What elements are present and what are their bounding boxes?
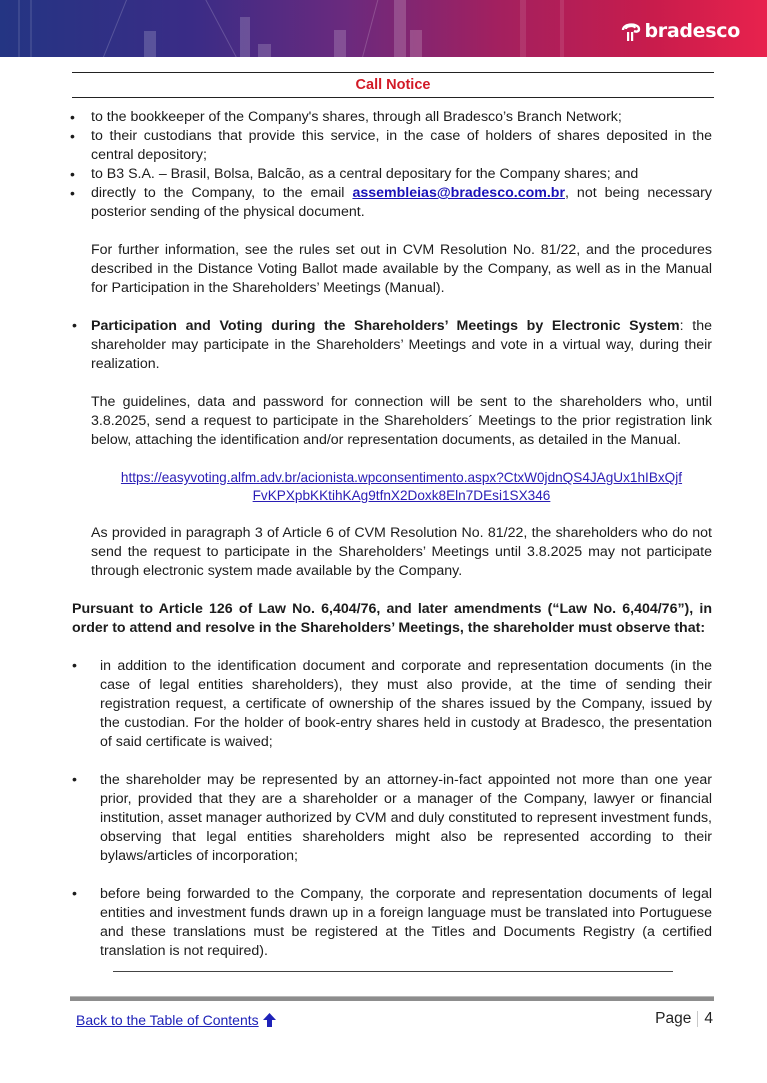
submission-channels-list (72, 108, 712, 222)
banner-decoration (100, 0, 131, 57)
banner-decoration (200, 0, 238, 57)
header-banner (0, 0, 767, 57)
section-divider (113, 971, 673, 972)
requirement-text: in addition to the identification document and corporate and representation documents (in the case of legal entities shareholders), they must also provide, at the time of sending their registration request, a certificate of ownership of the shares issued by the Company, issued by the custodian. For the holder of book-entry shares held in custody at Bradesco, the presentation of said certificate is waived; (100, 658, 712, 750)
banner-bar (394, 0, 406, 57)
bullet-icon: • (72, 658, 77, 674)
requirement-item (72, 657, 712, 752)
electronic-voting-heading: Participation and Voting during the Shareholders’ Meetings by Electronic System (91, 318, 680, 334)
registration-url-line1[interactable]: https://easyvoting.alfm.adv.br/acionista.wpconsentimento.aspx?CtxW0jdnQS4JAgUx1hIBxQjf (120, 470, 683, 485)
list-item (44, 184, 712, 222)
banner-bar (240, 17, 250, 57)
requirement-item (72, 771, 712, 866)
title-bar (72, 72, 714, 98)
channel-email-suffix: , not being necessary posterior sending of the physical document. (91, 185, 712, 220)
requirement-text: before being forwarded to the Company, the corporate and representation documents of legal entities and investment funds drawn up in a foreign language must be translated into Portuguese and these translations must be registered at the Titles and Documents Registry (a certified translation is not required). (100, 886, 712, 959)
page-indicator (655, 1010, 713, 1028)
banner-bar (144, 31, 156, 57)
footer-divider (70, 996, 714, 1001)
registration-url-line2[interactable]: FvKPXpbKKtihKAg9tfnX2Doxk8Eln7DEsi1SX346 (252, 488, 551, 503)
brand-name: bradesco (644, 20, 740, 42)
channel-email-prefix: directly to the Company, to the email (91, 185, 353, 201)
banner-decoration (18, 0, 20, 57)
banner-bar (258, 44, 271, 57)
banner-bar (334, 30, 346, 57)
list-item: • to their custodians that provide this service, in the case of holders of shares deposited in the central depository; (44, 127, 712, 165)
banner-decoration (520, 0, 526, 57)
back-to-toc-label: Back to the Table of Contents (76, 1012, 259, 1028)
list-item: • to B3 S.A. – Brasil, Bolsa, Balcão, as a central depositary for the Company shares; and (44, 165, 712, 184)
pursuant-paragraph: Pursuant to Article 126 of Law No. 6,404/76, and later amendments (“Law No. 6,404/76”), in order to attend and resolve in the Shareholders’ Meetings, the shareholder must observe that: (72, 601, 712, 636)
further-info-paragraph: For further information, see the rules set out in CVM Resolution No. 81/22, and the procedures described in the Distance Voting Ballot made available by the Company, as well as in the Manual for Participation in the Shareholders’ Meetings (Manual). (91, 242, 712, 296)
banner-decoration (30, 0, 32, 57)
guidelines-paragraph: The guidelines, data and password for connection will be sent to the shareholders who, until 3.8.2025, send a request to participate in the Shareholders´ Meetings to the prior registration link below, attaching the identification and/or representation documents, as detailed in the Manual. (91, 394, 712, 448)
bullet-icon: • (72, 886, 77, 902)
arrow-up-icon (263, 1013, 276, 1027)
page-separator (697, 1011, 698, 1027)
email-link[interactable]: assembleias@bradesco.com.br (352, 185, 565, 201)
back-to-toc-link[interactable] (76, 1012, 276, 1028)
requirement-item (72, 885, 712, 961)
banner-decoration (359, 0, 381, 57)
page-label: Page (655, 1010, 692, 1027)
list-item: • to the bookkeeper of the Company's shares, through all Bradesco’s Branch Network; (44, 108, 712, 127)
page-number: 4 (704, 1010, 713, 1027)
registration-link[interactable] (72, 469, 712, 505)
deadline-paragraph: As provided in paragraph 3 of Article 6 of CVM Resolution No. 81/22, the shareholders who do not send the request to participate in the Shareholders’ Meetings until 3.8.2025 may not participate through electronic system made available by the Company. (91, 525, 712, 579)
electronic-voting-item (72, 317, 712, 374)
electronic-voting-text: : the shareholder may participate in the Shareholders’ Meetings and vote in a virtual way, during their realization. (91, 318, 712, 372)
document-body (72, 108, 712, 961)
requirement-text: the shareholder may be represented by an attorney-in-fact appointed not more than one year prior, provided that they are a shareholder or a manager of the Company, lawyer or financial institution, asset manager authorized by CVM and duly constituted to represent investment funds, observing that legal entities shareholders might also be represented according to their bylaws/articles of incorporation; (100, 772, 712, 864)
page-title: Call Notice (355, 77, 431, 93)
banner-decoration (560, 0, 564, 57)
bradesco-logo (621, 20, 740, 42)
bradesco-tree-icon (621, 20, 641, 42)
bullet-icon: • (72, 772, 77, 788)
bullet-icon: • (72, 318, 77, 334)
banner-bar (410, 30, 422, 57)
